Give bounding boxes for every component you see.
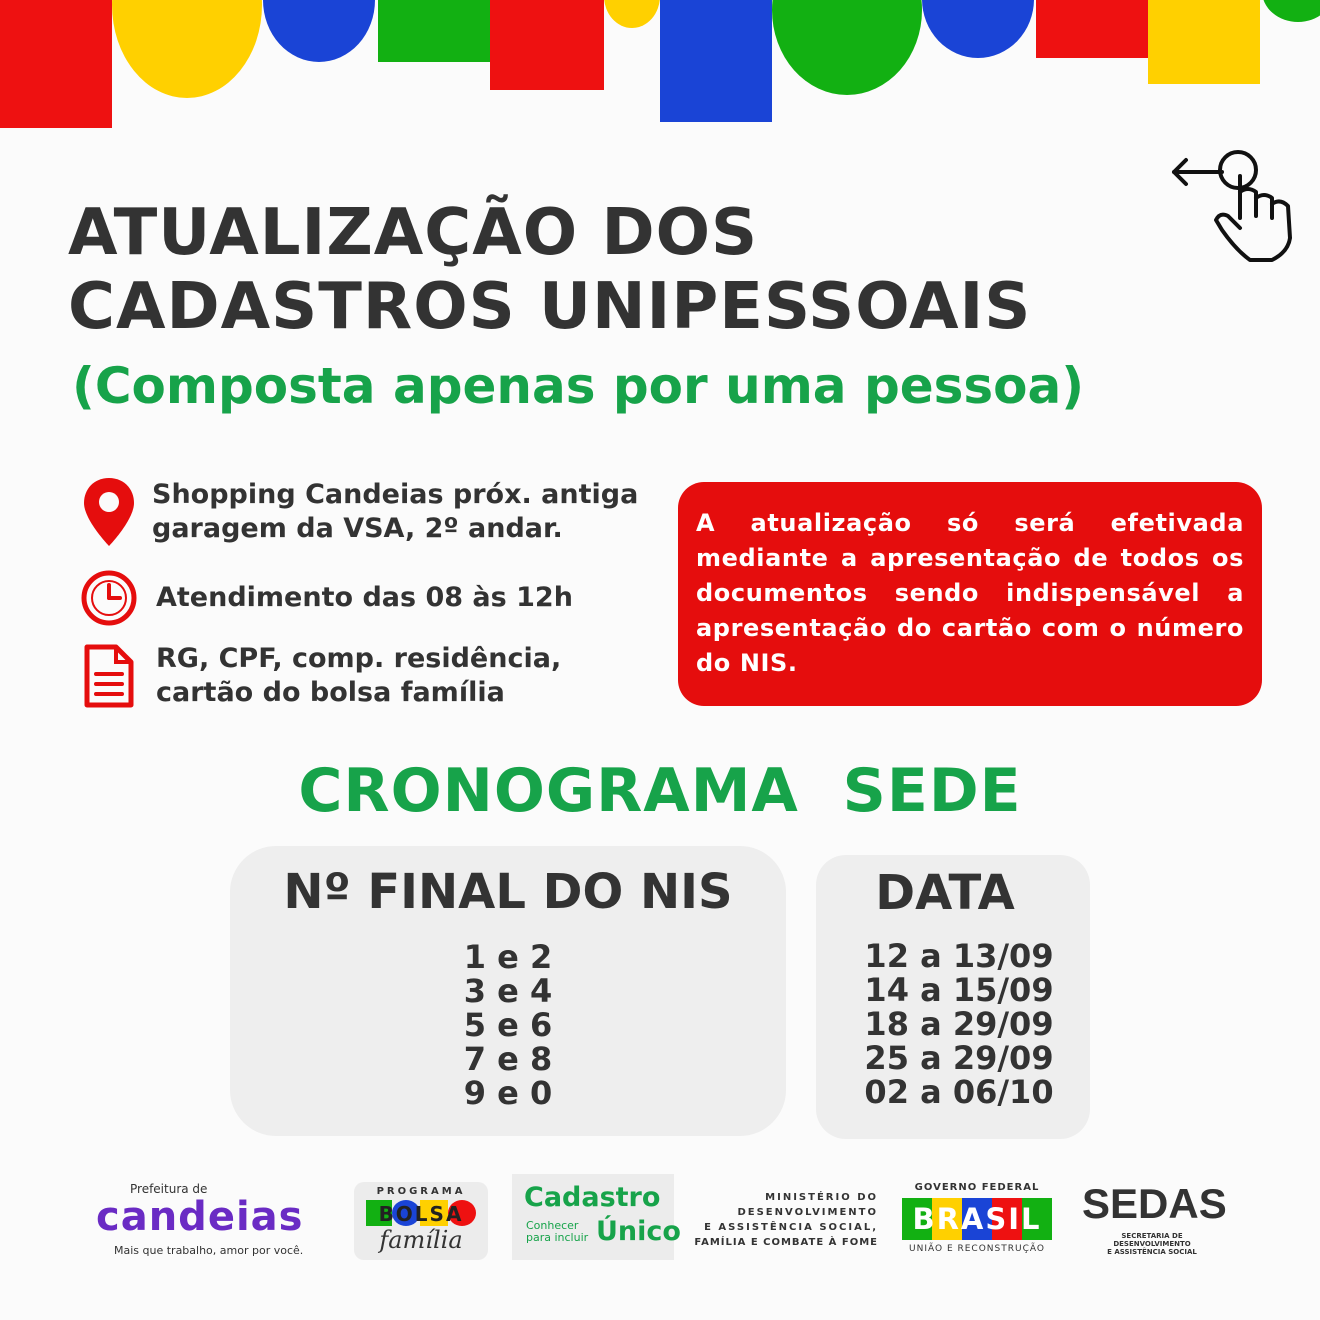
- nis-value: 3 e 4: [463, 972, 553, 1010]
- page-subtitle: (Composta apenas por uma pessoa): [72, 357, 1085, 415]
- location-line-2: garagem da VSA, 2º andar.: [152, 513, 563, 544]
- clock-icon: [80, 566, 138, 630]
- sedas-line-1: SECRETARIA DE DESENVOLVIMENTO: [1113, 1232, 1191, 1248]
- hours-info: [80, 566, 573, 630]
- governo-name: BRASIL: [912, 1202, 1042, 1236]
- page-title: [68, 196, 1268, 344]
- location-line-1: Shopping Candeias próx. antiga: [152, 479, 639, 510]
- cadastro-small-2: para incluir: [526, 1231, 589, 1244]
- nis-column: [230, 846, 786, 1136]
- nis-header: Nº FINAL DO NIS: [283, 864, 733, 920]
- sedas-logo: [1082, 1180, 1227, 1260]
- date-value: 25 a 29/09: [864, 1039, 1054, 1077]
- ministerio-line-3: E ASSISTÊNCIA SOCIAL,: [704, 1222, 878, 1233]
- sedas-line-2: E ASSISTÊNCIA SOCIAL: [1107, 1248, 1197, 1256]
- date-value: 18 a 29/09: [864, 1005, 1054, 1043]
- date-value: 02 a 06/10: [864, 1073, 1054, 1111]
- documents-info: [80, 642, 561, 710]
- candeias-logo: [96, 1182, 322, 1262]
- map-pin-icon: [80, 480, 138, 544]
- date-list: [822, 939, 1096, 1109]
- ministerio-line-4: FAMÍLIA E COMBATE À FOME: [694, 1237, 878, 1248]
- bolsa-familia-logo: [354, 1182, 488, 1260]
- logos-footer: [0, 1172, 1320, 1264]
- governo-bottom-text: UNIÃO E RECONSTRUÇÃO: [909, 1244, 1045, 1254]
- candeias-name: candeias: [96, 1194, 304, 1240]
- document-icon: [80, 644, 138, 708]
- notice-text: A atualização só será efetivada mediante a apresentação de todos os documentos sendo indispensável a apresentação do cartão com o número do NIS.: [696, 509, 1244, 677]
- date-header: DATA: [875, 865, 1015, 921]
- title-line-2: CADASTROS UNIPESSOAIS: [68, 270, 1032, 344]
- ministerio-logo: [684, 1190, 878, 1250]
- notice-box: [678, 482, 1262, 706]
- bolsa-top-text: PROGRAMA: [376, 1186, 466, 1197]
- documents-line-2: cartão do bolsa família: [156, 677, 505, 708]
- nis-value: 5 e 6: [463, 1006, 553, 1044]
- documents-line-1: RG, CPF, comp. residência,: [156, 643, 562, 674]
- nis-value: 7 e 8: [463, 1040, 553, 1078]
- date-value: 12 a 13/09: [864, 937, 1054, 975]
- location-info: [80, 478, 638, 546]
- governo-federal-logo: [898, 1182, 1056, 1264]
- cadastro-top-text: Cadastro: [524, 1182, 661, 1213]
- candeias-top-text: Prefeitura de: [130, 1182, 208, 1196]
- hours-text: Atendimento das 08 às 12h: [156, 582, 573, 613]
- nis-list: [230, 940, 786, 1110]
- schedule-title: CRONOGRAMA SEDE: [298, 756, 1022, 826]
- candeias-slogan: Mais que trabalho, amor por você.: [114, 1244, 304, 1257]
- title-line-1: ATUALIZAÇÃO DOS: [68, 196, 759, 270]
- cadastro-unico-text: Único: [596, 1216, 681, 1247]
- sedas-name: SEDAS: [1082, 1180, 1227, 1227]
- governo-top-text: GOVERNO FEDERAL: [914, 1182, 1040, 1193]
- cadastro-small-1: Conhecer: [526, 1219, 579, 1232]
- nis-value: 9 e 0: [463, 1074, 553, 1112]
- bolsa-middle-text: BOLSA: [378, 1202, 464, 1226]
- date-column: [816, 855, 1090, 1139]
- ministerio-line-1: MINISTÉRIO DO: [765, 1192, 878, 1203]
- bolsa-bottom-text: família: [379, 1226, 463, 1254]
- cadastro-unico-logo: [512, 1174, 681, 1260]
- ministerio-line-2: DESENVOLVIMENTO: [737, 1207, 878, 1218]
- nis-value: 1 e 2: [463, 938, 553, 976]
- date-value: 14 a 15/09: [864, 971, 1054, 1009]
